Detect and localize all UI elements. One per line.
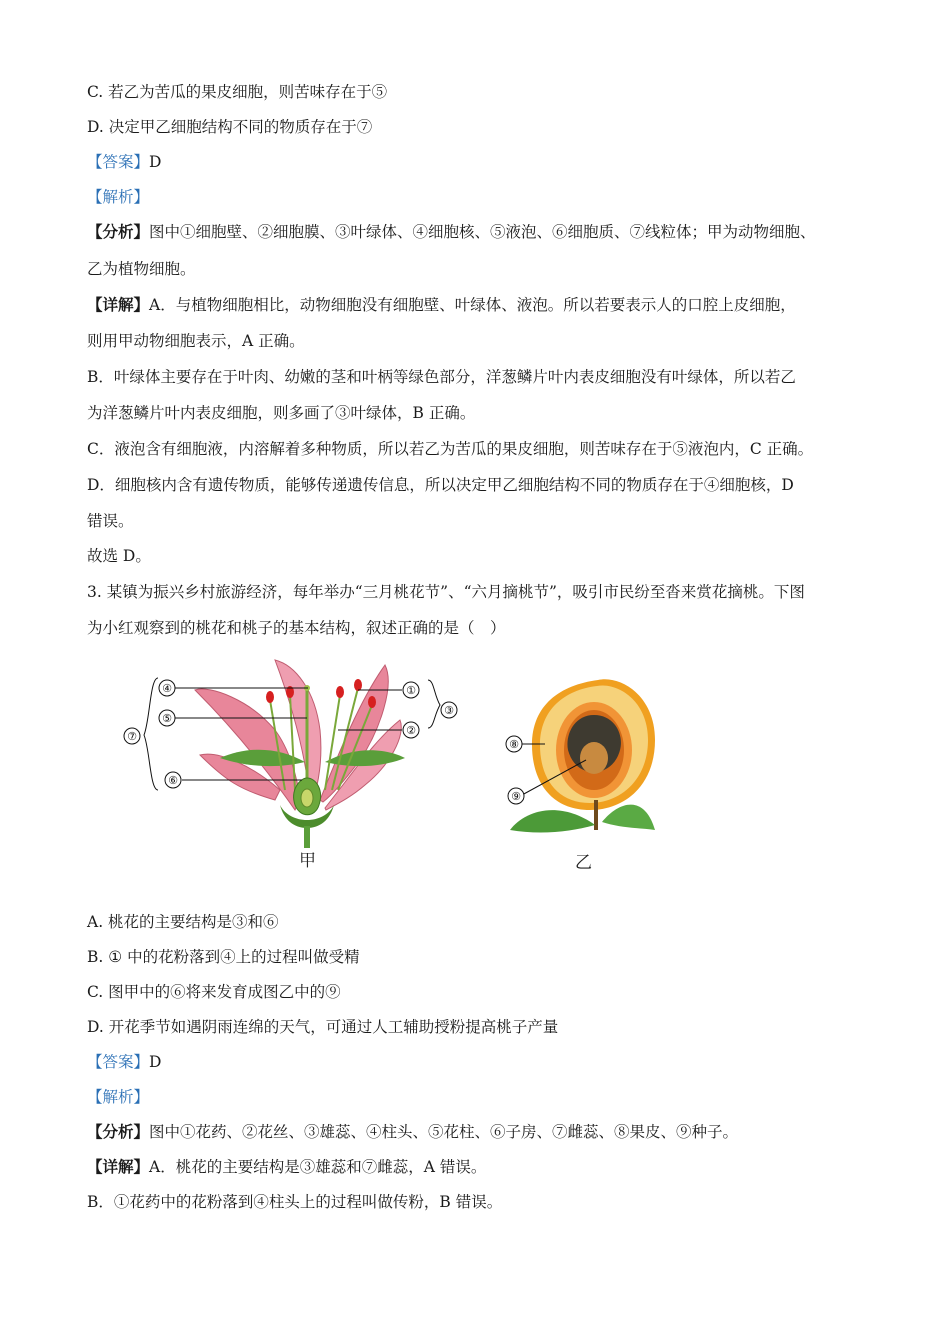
label-7: ⑦ [127,730,137,743]
detail-line-c: C．液泡含有细胞液，内溶解着多种物质，所以若乙为苦瓜的果皮细胞，则苦味存在于⑤液泡内，C 正确。 [87,440,814,458]
detail-line-b: B．叶绿体主要存在于叶肉、幼嫩的茎和叶柄等绿色部分，洋葱鳞片叶内表皮细胞没有叶绿体，所以若乙 [87,368,796,386]
label-5: ⑤ [162,712,172,725]
question-3-stem: 3. 某镇为振兴乡村旅游经济，每年举办“三月桃花节”、“六月摘桃节”，吸引市民纷至沓来赏花摘桃。下图 [87,583,805,601]
label-4: ④ [162,682,172,695]
option-d-previous: D. 决定甲乙细胞结构不同的物质存在于⑦ [87,118,373,136]
label-1: ① [406,684,416,697]
peach-caption: 乙 [575,853,592,873]
q3-option-c: C. 图甲中的⑥将来发育成图乙中的⑨ [87,983,341,1001]
q3-option-a: A. 桃花的主要结构是③和⑥ [87,913,279,931]
answer-value: D [149,153,162,171]
detail-line-d2: 错误。 [87,512,134,530]
analysis-line-1 [87,222,816,242]
detail-text: A．与植物细胞相比，动物细胞没有细胞壁、叶绿体、液泡。所以若要表示人的口腔上皮细胞， [149,296,796,314]
conclusion-line-1: 故选 D。 [87,547,151,565]
detail-line-2b: B．①花药中的花粉落到④柱头上的过程叫做传粉，B 错误。 [87,1193,503,1211]
detail-line-1 [87,295,796,315]
analysis-text-2: 图中①花药、②花丝、③雄蕊、④柱头、⑤花柱、⑥子房、⑦雌蕊、⑧果皮、⑨种子。 [149,1123,739,1141]
answer-value-2: D [149,1053,162,1071]
flower-peach-figure [110,650,710,890]
option-c-previous: C. 若乙为苦瓜的果皮细胞，则苦味存在于⑤ [87,83,388,101]
label-2: ② [406,724,416,737]
analysis-line-1b: 乙为植物细胞。 [87,260,196,278]
explanation-tag-1: 【解析】 [87,188,150,206]
peach-illustration [510,679,655,832]
q3-option-b: B. ① 中的花粉落到④上的过程叫做受精 [87,948,360,966]
peach-number-labels [506,736,524,804]
analysis-tag: 【分析】 [87,222,150,241]
detail-tag-2: 【详解】 [87,1157,150,1176]
detail-tag: 【详解】 [87,295,150,314]
detail-line-2a [87,1157,486,1177]
label-6: ⑥ [168,774,178,787]
answer-line-1 [87,152,161,172]
detail-line-d: D．细胞核内含有遗传物质，能够传递遗传信息，所以决定甲乙细胞结构不同的物质存在于④细胞核，D [87,476,794,494]
explanation-tag-2: 【解析】 [87,1088,150,1106]
analysis-tag-2: 【分析】 [87,1122,150,1141]
answer-tag-2: 【答案】 [87,1053,150,1071]
label-8: ⑧ [509,738,519,751]
label-3: ③ [444,704,454,717]
detail-line-b2: 为洋葱鳞片叶内表皮细胞，则多画了③叶绿体，B 正确。 [87,404,476,422]
analysis-text: 图中①细胞壁、②细胞膜、③叶绿体、④细胞核、⑤液泡、⑥细胞质、⑦线粒体；甲为动物细胞、 [149,223,816,241]
q3-option-d: D. 开花季节如遇阴雨连绵的天气，可通过人工辅助授粉提高桃子产量 [87,1018,559,1036]
flower-caption: 甲 [299,851,316,871]
answer-tag: 【答案】 [87,153,150,171]
detail-line-1b: 则用甲动物细胞表示，A 正确。 [87,332,305,350]
detail-text-2: A．桃花的主要结构是③雄蕊和⑦雌蕊，A 错误。 [149,1158,487,1176]
analysis-line-2 [87,1122,738,1142]
answer-line-2 [87,1052,161,1072]
label-9: ⑨ [511,790,521,803]
question-3-stem-2: 为小红观察到的桃花和桃子的基本结构，叙述正确的是（ ） [87,619,506,637]
